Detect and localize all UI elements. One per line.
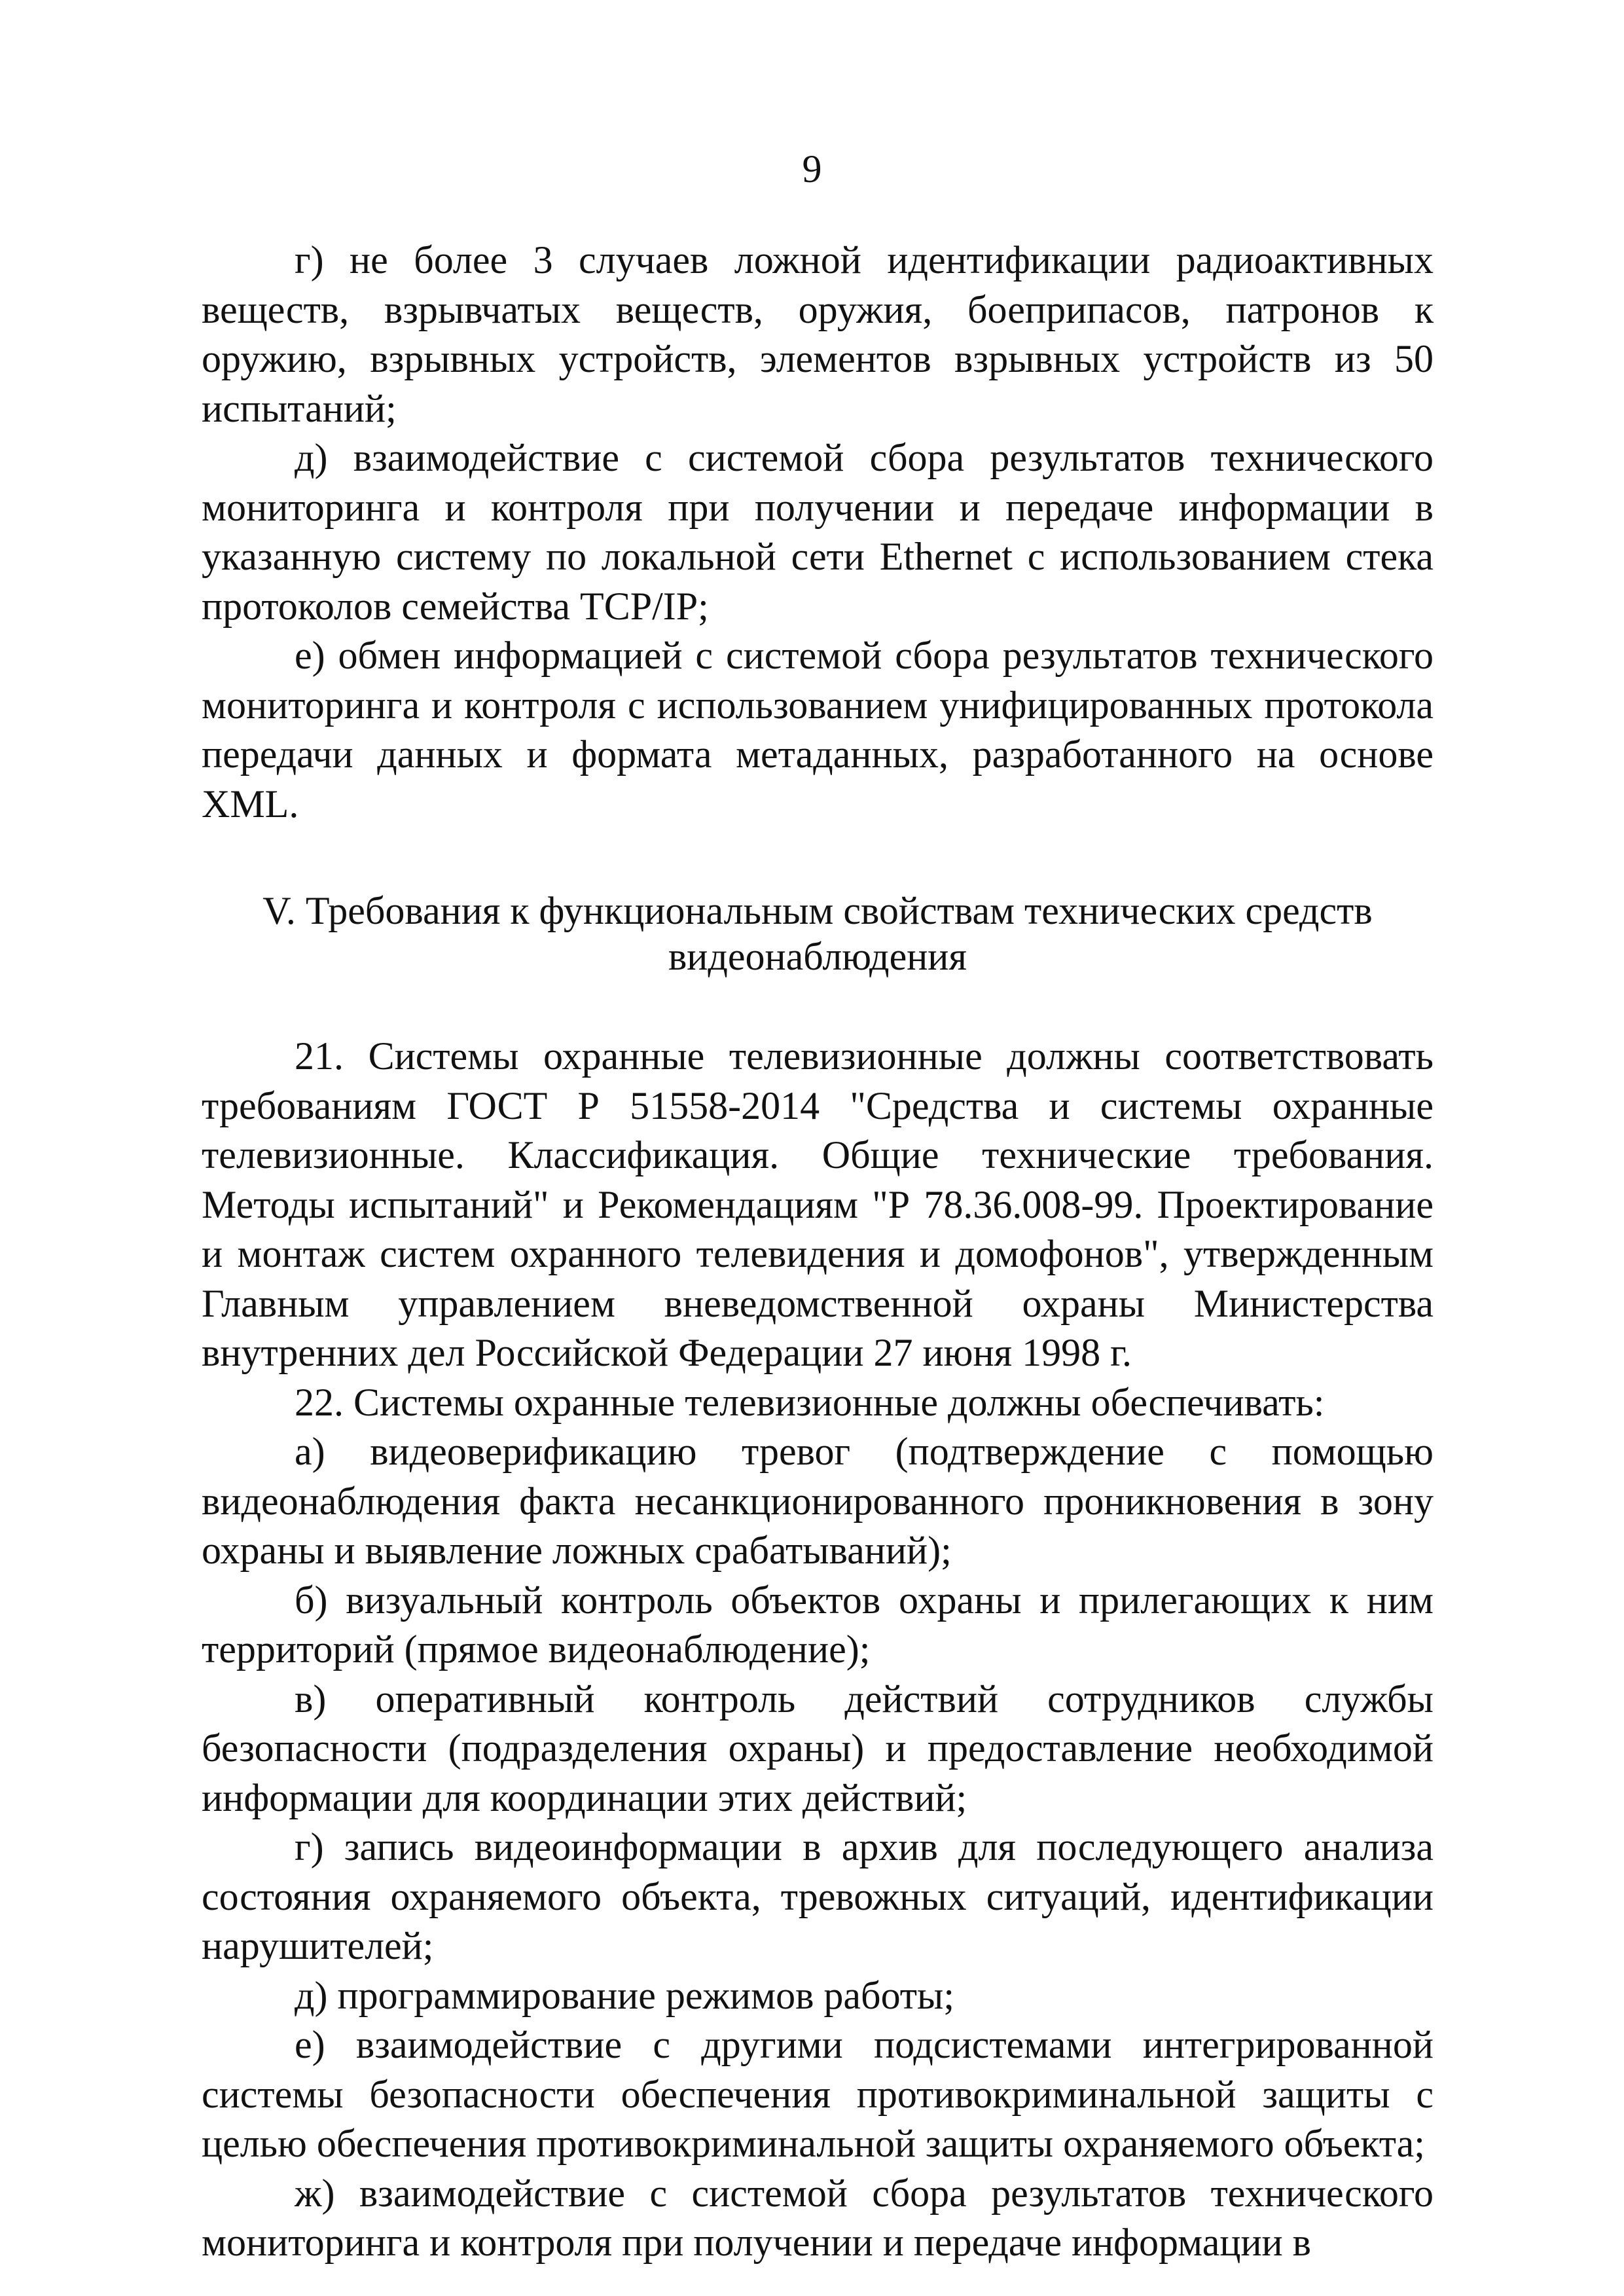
section-heading-line-1: V. Требования к функциональным свойствам технических средств bbox=[262, 889, 1373, 932]
list-item-d: д) взаимодействие с системой сбора результатов технического мониторинга и контроля при получении и передаче информации в указанную систему по локальной сети Ethernet с использованием стека протоколов семейства TCP/IP; bbox=[202, 436, 1434, 628]
list-item-b: б) визуальный контроль объектов охраны и прилегающих к ним территорий (прямое видеонаблюдение); bbox=[202, 1578, 1434, 1671]
paragraph-21: 21. Системы охранные телевизионные должны соответствовать требованиям ГОСТ Р 51558-2014 "Средства и системы охранные телевизионные. Классификация. Общие технические требования. Методы испытаний" и Рекомендациям "Р 78.36.008-99. Проектирование и монтаж систем охранного телевидения и домофонов", утвержденным Главным управлением вневедомственной охраны Министерства внутренних дел Российской Федерации 27 июня 1998 г. bbox=[202, 1034, 1434, 1374]
list-item-g: г) не более 3 случаев ложной идентификации радиоактивных веществ, взрывчатых веществ, оружия, боеприпасов, патронов к оружию, взрывных устройств, элементов взрывных устройств из 50 испытаний; bbox=[202, 238, 1434, 430]
section-heading bbox=[202, 829, 1434, 1032]
list-item-v: в) оперативный контроль действий сотрудников службы безопасности (подразделения охраны) и предоставление необходимой информации для координации этих действий; bbox=[202, 1677, 1434, 1819]
list-item-e2: е) взаимодействие с другими подсистемами интегрированной системы безопасности обеспечения противокриминальной защиты с целью обеспечения противокриминальной защиты охраняемого объекта; bbox=[202, 2023, 1434, 2165]
list-item-a: а) видеоверификацию тревог (подтверждение с помощью видеонаблюдения факта несанкционированного проникновения в зону охраны и выявление ложных срабатываний); bbox=[202, 1430, 1434, 1572]
document-body bbox=[202, 236, 1434, 2268]
list-item-g2: г) запись видеоинформации в архив для последующего анализа состояния охраняемого объекта, тревожных ситуаций, идентификации нарушителей; bbox=[202, 1825, 1434, 1967]
section-heading-line-2: видеонаблюдения bbox=[668, 935, 967, 978]
list-item-zh: ж) взаимодействие с системой сбора результатов технического мониторинга и контроля при получении и передаче информации в bbox=[202, 2171, 1434, 2264]
list-item-d2: д) программирование режимов работы; bbox=[295, 1973, 954, 2017]
paragraph-22: 22. Системы охранные телевизионные должны обеспечивать: bbox=[295, 1380, 1325, 1424]
page-number: 9 bbox=[802, 147, 822, 191]
list-item-e: е) обмен информацией с системой сбора результатов технического мониторинга и контроля с использованием унифицированных протокола передачи данных и формата метаданных, разработанного на основе XML. bbox=[202, 634, 1434, 826]
